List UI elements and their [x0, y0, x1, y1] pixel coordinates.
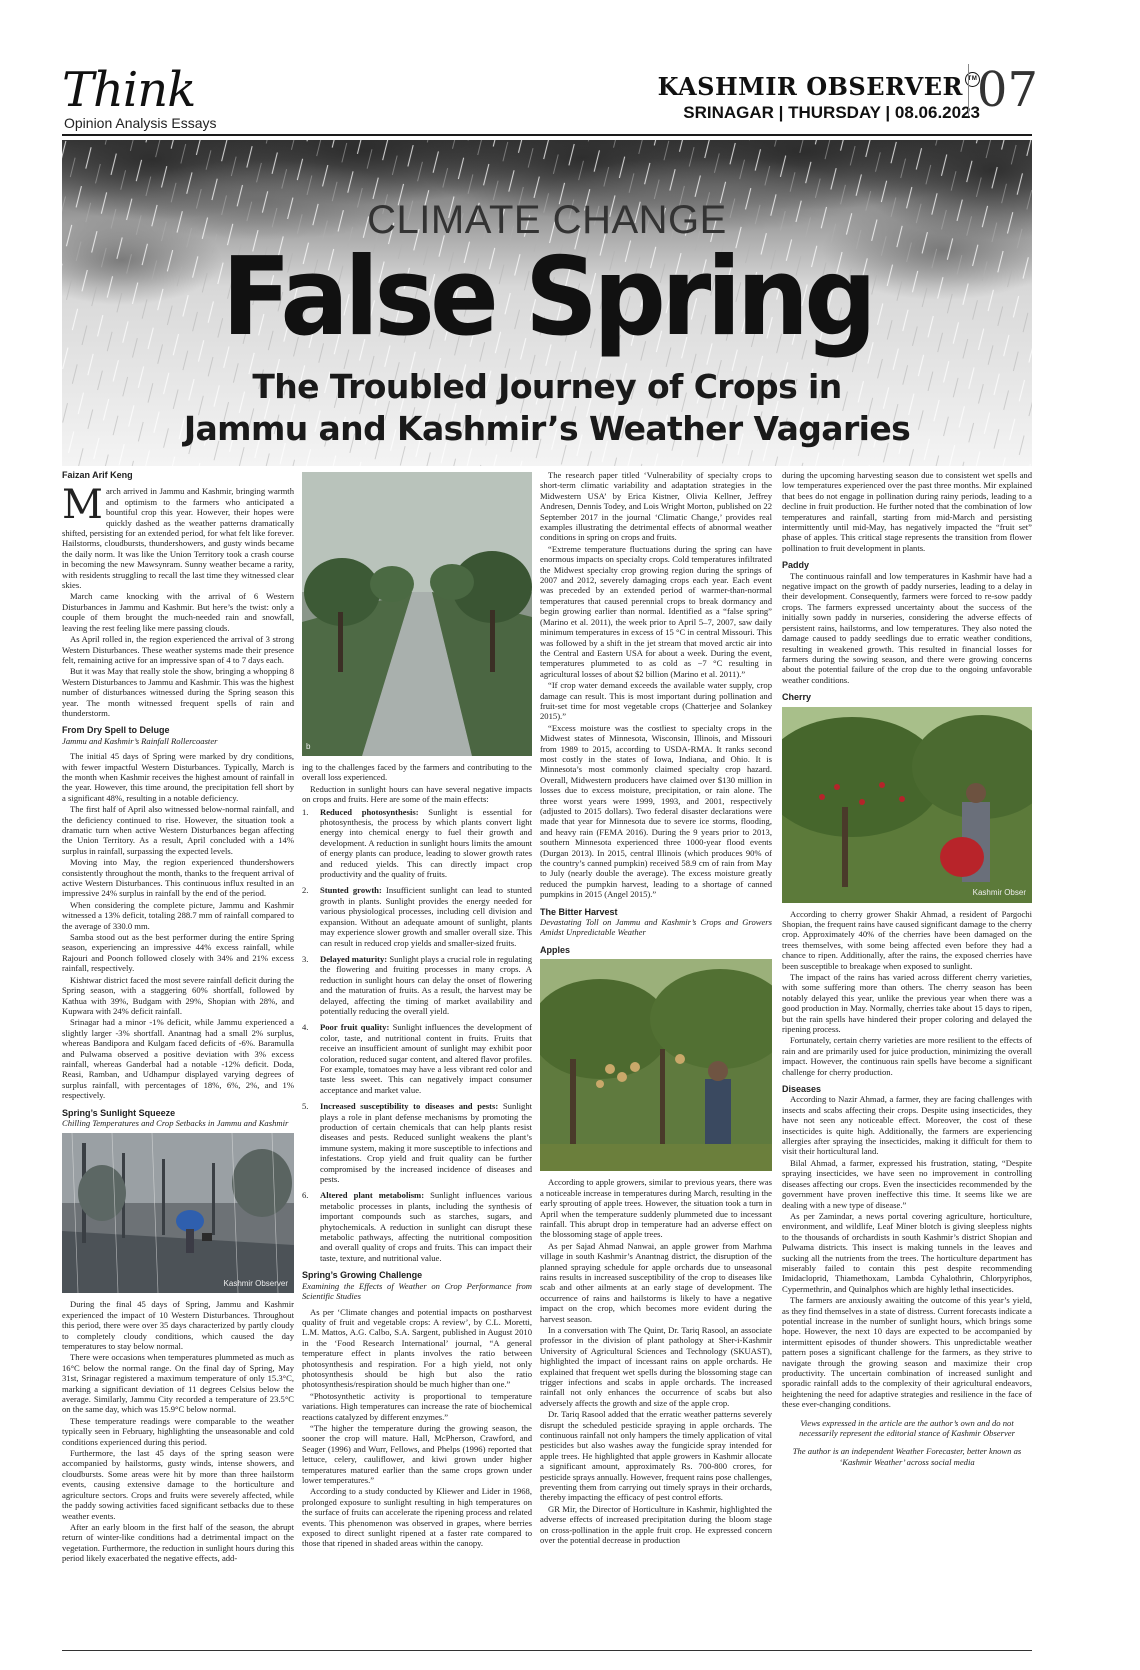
subhead: Cherry	[782, 692, 812, 703]
paragraph: According to cherry grower Shakir Ahmad, a resident of Pargochi Shopian, the frequent rains have caused significant damage to the cherry crop. Approximately 40% of the cherries have been damaged on the trees themselves, with some being affected even before they had a chance to ripen. Additionally, after the rains, the exposed cherries have been susceptible to breakage when exposed to sunlight.	[782, 908, 1032, 971]
masthead-rule	[62, 134, 1032, 136]
subdeck: Devastating Toll on Jammu and Kashmir’s Crops and Growers Amidst Unpredictable Weather	[540, 917, 772, 938]
footer-rule	[62, 1650, 1032, 1651]
subhead: Apples	[540, 944, 571, 955]
subhead: The Bitter Harvest	[540, 906, 618, 917]
rainy-street-photo	[62, 1133, 294, 1293]
lead-paragraph	[62, 482, 294, 591]
apple-orchard-photo	[540, 959, 772, 1171]
paragraph: GR Mir, the Director of Horticulture in Kashmir, highlighted the adverse effects of increased precipitation during the bloom stage on cross-pollination in the apple fruit crop. He expressed concern over the potential decrease in production	[540, 1503, 772, 1546]
newspaper-name-text: KASHMIR OBSERVER	[657, 72, 963, 101]
subdeck: Jammu and Kashmir’s Rainfall Rollercoaster	[62, 735, 218, 746]
column-3	[540, 470, 772, 1644]
list-term: Reduced photosynthesis:	[320, 806, 419, 817]
paragraph: As per Zamindar, a news portal covering agriculture, horticulture, environment, and wildlife, Leaf Miner blotch is giving sleepless nights to the thousands of orchardists in south Kashmir’s district Shopian and Pulwama districts. This insect is making tunnels in the leaves and sucking all the nutrients from the trees. The horticulture department has miserably failed to contain this pest despite recommending Imidacloprid, Thiamethoxam, Lambda Cyhalothrin, Chlorpyriphos, Cypermethrin, and Quinalphos which are highly lethal insecticides.	[782, 1210, 1032, 1294]
paragraph: ing to the challenges faced by the farmers and contributing to the overall loss experienced.	[302, 762, 532, 783]
list-item	[302, 1190, 532, 1263]
paragraph: The farmers are anxiously awaiting the outcome of this year’s yield, as they find themselves in a state of distress. Current forecasts indicate a potential increase in the number of sunlight hours, which brings some hope. However, the next 10 days are expected to be accompanied by intermittent episodes of thunder showers. This unpredictable weather pattern poses a significant challenge for the farmers, as they strive to navigate through the growing season and maximize their crop productivity. The uncertain combination of increased sunlight and sporadic rainfall adds to the complexity of their agricultural endeavors, heightening the need for adaptive strategies and resilience in the face of these ever-changing conditions.	[782, 1295, 1032, 1410]
list-item	[302, 1022, 532, 1095]
list-text: Insufficient sunlight can lead to stunted growth in plants. Sunlight provides the energy needed for various physiological processes, including cell division and expansion. Without an adequate amount of sunlight, plants may experience slower growth and smaller overall size. This can result in reduced crop yields and smaller-sized fruits.	[320, 885, 532, 948]
column-2	[302, 470, 532, 1644]
list-number: 1.	[302, 806, 309, 817]
subhead: From Dry Spell to Deluge	[62, 725, 170, 736]
paragraph: “Extreme temperature fluctuations during the spring can have enormous impacts on specialty crops. Cold temperatures infiltrated the Midwest specialty crop growing region during the springs of 2007 and 2012, severely damaging crops each year. Each event was preceded by an extended period of warmer-than-normal temperatures that caused perennial crops to break dormancy and begin growing earlier than normal. Identified as a “false spring” (Marino et al. 2011), the week prior to April 5–7, 2007, saw daily minimum temperatures in excess of 15 °C in central Missouri. This was followed by a shift in the jet stream that moved arctic air into the Central and Eastern USA for about a week. During the event, temperatures plummeted to as cold as −7 °C resulting in agricultural losses of about $2 billion (Marino et al. 2011).”	[540, 543, 772, 679]
list-item	[302, 1101, 532, 1184]
paragraph: March came knocking with the arrival of 6 Western Disturbances in Jammu and Kashmir. But here’s the twist: only a couple of them brought the much-needed rain and snowfall, leaving the rest feeling like mere passing clouds.	[62, 591, 294, 633]
list-number: 6.	[302, 1190, 309, 1201]
paragraph: “If crop water demand exceeds the available water supply, crop damage can result. This is most important during pollination and fruit-set time for most vegetable crops (Chatterjee and Solankey 2015).”	[540, 680, 772, 722]
paragraph: In a conversation with The Quint, Dr. Tariq Rasool, an associate professor in the division of plant pathology at Sher-i-Kashmir University of Agricultural Sciences and Technology (SKUAST), highlighted the impact of incessant rains on apple orchards. He explained that frequent wet spells during the blossoming stage can trigger infections and scabs in apple orchards. The increased rainfall not only enhances the occurrence of scabs but also adversely affects the growth and size of the apple crop.	[540, 1324, 772, 1408]
trademark-icon: TM	[965, 72, 980, 87]
photo-credit: Kashmir Obser	[972, 888, 1026, 898]
list-text: Sunlight plays a crucial role in regulating the flowering and fruiting processes in many crops. A reduction in sunlight hours can delay the onset of flowering and the maturation of fruits. As a result, the harvest may be delayed, affecting the timing of market availability and potentially reducing the overall yield.	[320, 953, 532, 1016]
hero-banner	[62, 140, 1032, 466]
list-term: Increased susceptibility to diseases and pests:	[320, 1101, 499, 1112]
paragraph: During the final 45 days of Spring, Jammu and Kashmir experienced the impact of 10 Western Disturbances. Throughout this period, there were over 35 days characterized by partly cloudy to completely cloudy conditions, which caused the day temperatures to stay below normal.	[62, 1299, 294, 1351]
list-number: 4.	[302, 1022, 309, 1033]
paragraph: “The higher the temperature during the growing season, the sooner the crop will mature. Hall, McPherson, Crawford, and Seager (1996) and Wurr, Fellows, and Phelps (1996) reported that lettuce, celery, cauliflower, and kiwi grown under higher temperatures matured earlier than the same crops grown under lower temperatures.”	[302, 1422, 532, 1485]
list-text: Sunlight influences the development of color, taste, and nutritional content in fruits. Fruits that receive an insufficient amount of sunlight may exhibit poor coloration, reduced sugar content, and altered flavor profiles. For example, tomatoes may have a less vibrant red color and taste less sweet. This can negatively impact consumer acceptance and market value.	[320, 1022, 532, 1095]
list-number: 2.	[302, 885, 309, 896]
paragraph: After an early bloom in the first half of the season, the abrupt return of winter-like conditions had a detrimental impact on the vegetation. Furthermore, the reduction in sunlight hours during this period likely exacerbated the negative effects, add-	[62, 1521, 294, 1564]
paragraph: The initial 45 days of Spring were marked by dry conditions, with fewer impactful Western Disturbances. Typically, March is the month when Kashmir receives the highest amount of rainfall in the year. However, this time around, the precipitation fell short by a significant 48%, resulting in a notable deficiency.	[62, 751, 294, 803]
list-term: Altered plant metabolism:	[320, 1190, 425, 1201]
column-1	[62, 470, 294, 1644]
list-number: 5.	[302, 1101, 309, 1112]
subhead: Diseases	[782, 1084, 822, 1095]
deck-line-2: Jammu and Kashmir’s Weather Vagaries	[183, 409, 911, 448]
paragraph: Furthermore, the last 45 days of the spring season were accompanied by hailstorms, gusty winds, intense showers, and cloudbursts. Some areas were hit by more than three hailstorm events, causing extensive damage to the horticulture and agriculture sectors. Crops and fruits were severely affected, while the paddy sowing activities faced significant setbacks due to these weather events.	[62, 1448, 294, 1521]
list-text: Sunlight plays a role in plant defense mechanisms by promoting the production of certain chemicals that can help plants resist diseases and pests. Reduced sunlight weakens the plant’s immune system, making it more susceptible to infections and infestations. Crop yield and fruit quality can be further compromised by the increased incidence of diseases and pests.	[320, 1101, 532, 1185]
column-4	[782, 470, 1032, 1644]
list-text: Sunlight is essential for photosynthesis, the process by which plants convert light energy into chemical energy to fuel their growth and development. A reduction in sunlight hours limits the amount of energy plants can produce, leading to slower growth rates and reduced yields. This can directly impact crop productivity and the quality of fruits.	[320, 806, 532, 880]
list-term: Delayed maturity:	[320, 953, 388, 964]
newspaper-name	[658, 72, 980, 101]
paragraph: But it was May that really stole the show, bringing a whopping 8 Western Disturbances to Jammu and Kashmir. This was the highest number of disturbances witnessed during the Spring season this year. The month witnessed frequent spells of rain and thunderstorm.	[62, 666, 294, 718]
paragraph: “Excess moisture was the costliest to specialty crops in the Midwest states of Minnesota, Wisconsin, Illinois, and Missouri from 1989 to 2015, according to USDA-RMA. It ranks second most costly in the states of Iowa, Indiana, and Ohio. It is Minnesota’s most commonly claimed specialty crop hazard. Overall, Midwestern producers have claimed over $130 million in losses due to excess moisture, precipitation, or rain alone. The three worst years were 1999, 1993, and 2001, respectively (adjusted to 2015 dollars). Two federal disaster declarations were made that year for Minnesota due to severe ice storms, flooding, and heavy rain (FEMA 2016). During the 9 years prior to 2013, southern Minnesota experienced three 1000-year flood events (Durgan 2013). In 2015, central Illinois (which produces 90% of the country’s canned pumpkin) received 58.9 cm of rain from May to July (nearly double the average). The excess moisture greatly reduced the pumpkin harvest, leading to a shortage of canned pumpkins in 2015 (Angel 2015).”	[540, 722, 772, 900]
paragraph: These temperature readings were comparable to the weather typically seen in February, highlighting the unseasonable and cold conditions experienced during this period.	[62, 1415, 294, 1447]
paragraph: Bilal Ahmad, a farmer, expressed his frustration, stating, “Despite spraying insecticides, we have seen no improvement in controlling diseases affecting our crops. Even the insecticides recommended by the government have proven ineffective this time. It seems like we are dealing with a new type of disease.”	[782, 1157, 1032, 1210]
paragraph: Srinagar had a minor -1% deficit, while Jammu experienced a slightly larger -3% shortfall. Anantnag had a small 2% surplus, whereas Bandipora and Kulgam faced deficits of -6%. Baramulla and Pulwama observed a positive deviation with 3% excess rainfall, whereas Ganderbal had a notable -12% deficit. Doda, Reasi, Ramban, and Udhampur displayed varying degrees of surplus rainfall, with percentages of 18%, 6%, 2%, and 1% respectively.	[62, 1017, 294, 1101]
effects-list	[302, 807, 532, 1264]
subdeck: Chilling Temperatures and Crop Setbacks in Jammu and Kashmir	[62, 1117, 289, 1128]
paragraph: The first half of April also witnessed below-normal rainfall, and the deficiency continued to rise. However, the situation took a dramatic turn when active Western Disturbances began affecting the Union Territory. As a result, April concluded with a 14% surplus in rainfall, surpassing the expected levels.	[62, 804, 294, 856]
drop-cap: M	[62, 482, 103, 529]
list-number: 3.	[302, 953, 309, 964]
deck-line-1: The Troubled Journey of Crops in	[252, 367, 842, 406]
paragraph: Samba stood out as the best performer during the entire Spring season, experiencing an impressive 44% excess rainfall, while Rajouri and Poonch followed closely with 34% and 21% excess rainfall, respectively.	[62, 932, 294, 974]
list-term: Poor fruit quality:	[320, 1022, 390, 1033]
paragraph: There were occasions when temperatures plummeted as much as 16°C below the normal range. On the final day of Spring, May 31st, Srinagar registered a maximum temperature of only 15.3°C, marking a significant deviation of 11 degrees Celsius below the average. Similarly, Jammu City recorded a temperature of 23.5°C on the same day, which was 15.9°C below normal.	[62, 1352, 294, 1415]
page-number: 07	[968, 64, 1038, 116]
paragraph: According to Nazir Ahmad, a farmer, they are facing challenges with insects and scabs affecting their crops. Despite using insecticides, they have not seen any noticeable effect. Moreover, the cost of these insecticides is quite high. Additionally, the farmers are experiencing allergies after spraying the insecticides, making it difficult for them to visit their horticultural land.	[782, 1094, 1032, 1157]
paragraph: As per ‘Climate changes and potential impacts on postharvest quality of fruit and vegetable crops: A review’, by C.L. Moretti, L.M. Mattos, A.G. Calbo, S.A. Sargent, published in August 2010 in the ‘Food Research International’ journal, “A general temperature effect in plants involves the ratio between photosynthesis and respiration. For a high yield, not only photosynthesis should be high but also the ratio photosynthesis/respiration should be much higher than one.”	[302, 1306, 532, 1390]
paragraph: As April rolled in, the region experienced the arrival of 3 strong Western Disturbances. These weather systems made their presence felt, remaining active for an impressive span of 4 to 7 days each.	[62, 634, 294, 665]
paragraph: “Photosynthetic activity is proportional to temperature variations. High temperatures can increase the rate of biochemical reactions catalyzed by different enzymes.”	[302, 1390, 532, 1422]
paragraph: Kishtwar district faced the most severe rainfall deficit during the Spring season, with a staggering 60% shortfall, followed by Kathua with 39%, Budgam with 29%, Shopian with 28%, and Kupwara with 24% deficit rainfall.	[62, 974, 294, 1016]
paragraph: According to a study conducted by Kliewer and Lider in 1968, prolonged exposure to sunlight resulting in high temperatures on the surface of fruits can accelerate the ripening process and related events. This phenomenon was observed in grapes, where berries exposed to direct sunlight ripened at a faster rate compared to those that ripened in shaded areas within the canopy.	[302, 1486, 532, 1549]
deck	[62, 366, 1032, 450]
masthead	[62, 62, 1038, 131]
newspaper-nameplate	[658, 72, 980, 123]
paragraph: Moving into May, the region experienced thundershowers consistently throughout the month, thanks to the frequent arrival of active Western Disturbances. This continuous influx resulted in an impressive 24% surplus in rainfall by the end of the period.	[62, 857, 294, 899]
section-title: Think	[62, 62, 196, 118]
subhead: Spring’s Sunlight Squeeze	[62, 1107, 176, 1118]
subhead: Paddy	[782, 560, 810, 571]
paragraph: Dr. Tariq Rasool added that the erratic weather patterns severely disrupt the scheduled pesticide spraying in apple orchards. The continuous rainfall not only hampers the timely application of vital pesticides but also washes away the fungicide spray intended for apple trees. He highlighted that apple growers in Kashmir allocate a significant amount, approximately Rs. 700-800 crores, for pesticide sprays annually. However, frequent rains pose challenges, preventing them from carrying out timely sprays in their orchards, thereby impacting the efficacy of pest control efforts.	[540, 1409, 772, 1503]
subdeck: Examining the Effects of Weather on Crop Performance from Scientific Studies	[302, 1280, 532, 1302]
photo-label: b	[306, 741, 311, 751]
list-item	[302, 954, 532, 1016]
section-subtitle: Opinion Analysis Essays	[64, 115, 217, 131]
list-text: Sunlight influences various metabolic processes in plants, including the synthesis of important compounds such as starches, sugars, and phytochemicals. A reduction in sunlight can disrupt these metabolic pathways, affecting the nutritional composition and overall quality of crops and fruits. This can impact their taste, texture, and nutritional value.	[320, 1190, 532, 1263]
cherry-grower-photo	[782, 707, 1032, 903]
kicker: CLIMATE CHANGE	[367, 198, 727, 242]
flooded-orchard-photo	[302, 472, 532, 756]
dateline: SRINAGAR | THURSDAY | 08.06.2023	[683, 103, 980, 122]
headline: False Spring	[221, 235, 873, 360]
paragraph: When considering the complete picture, Jammu and Kashmir witnessed a 13% deficit, totaling 288.7 mm of rainfall compared to the average of 330.0 mm.	[62, 899, 294, 931]
photo-credit: Kashmir Observer	[223, 1278, 288, 1288]
paragraph: As per Sajad Ahmad Nanwai, an apple grower from Marhma village in south Kashmir’s Anantnag district, the disruption of the planned spraying schedule for apple orchards due to unseasonal rains results in increased susceptibility of the crop to diseases like scab and other ailments at an early stage of development. The occurrence of rains and hailstorms is likely to have a negative impact on the crop, which becomes more evident during the harvest season.	[540, 1240, 772, 1324]
disclaimer: Views expressed in the article are the author’s own and do not necessarily represent the editorial stance of Kashmir Observer	[799, 1417, 1015, 1439]
byline: Faizan Arif Keng	[62, 470, 133, 480]
paragraph: during the upcoming harvesting season due to consistent wet spells and low temperatures experienced over the past three months. Mir explained that bees do not engage in pollination during rainy periods, leading to a decline in fruit production. He further noted that the combination of low temperatures and rainfall, starting from mid-March and persisting intermittently until mid-May, has negatively impacted the “fruit set” phase of apples. This critical stage represents the transition from flower pollination to fruit development in plants.	[782, 470, 1032, 553]
list-term: Stunted growth:	[320, 885, 382, 896]
lead-text: arch arrived in Jammu and Kashmir, bringing warmth and optimism to the farmers who anticipated a bountiful crop this year. However, their hopes were quickly dashed as the weather patterns dramatically shifted, persisting for an extended period, for what felt like forever. Hailstorms, cloudbursts, thundershowers, and gusty winds became the daily norm. It was like the Union Territory took a crash course in becoming the new Mawsynram. Sunny weather became a rarity, with residents struggling to recall the last time they witnessed clear skies.	[62, 486, 294, 591]
paragraph: The continuous rainfall and low temperatures in Kashmir have had a negative impact on the growth of paddy nurseries, leading to a delay in their development. Consequently, farmers were forced to re-sow paddy crops. The farmers expressed uncertainty about the success of the initially sown paddy in nurseries, considering the adverse effects of persistent rains, hailstorms, and low temperatures. They also noted the damage caused to paddy seedlings due to erratic weather conditions, resulting in weakened growth. This resulted in financial losses for farmers during the sowing season, and there were growing concerns about the potential failure of the crop due to the ongoing unfavorable weather conditions.	[782, 570, 1032, 685]
paragraph: Reduction in sunlight hours can have several negative impacts on crops and fruits. Here are some of the main effects:	[302, 783, 532, 805]
list-item	[302, 885, 532, 947]
paragraph: The research paper titled ‘Vulnerability of specialty crops to short-term climatic variability and adaptation strategies in the Midwestern USA’ by Erica Kistner, Olivia Kellner, Jeffrey Andresen, Dennis Todey, and Lois Wright Morton, published on 22 September 2017 in the journal ‘Climatic Change,’ provides real examples illustrating the detrimental effects of abnormal weather conditions in spring on crops and fruits.	[540, 470, 772, 543]
author-note: The author is an independent Weather Forecaster, better known as ‘Kashmir Weather’ across social media	[792, 1446, 1022, 1467]
paragraph: Fortunately, certain cherry varieties are more resilient to the effects of rain and are primarily used for juice production, minimizing the overall impact. However, the continuous rain spells have become a significant challenge for cherry production.	[782, 1035, 1032, 1077]
subhead: Spring’s Growing Challenge	[302, 1270, 423, 1281]
list-item	[302, 807, 532, 880]
paragraph: According to apple growers, similar to previous years, there was a noticeable increase in temperatures during March, resulting in the early sprouting of apple trees. However, the situation took a turn in April when the temperature suddenly plummeted due to incessant rainfall. This abrupt drop in temperature had an adverse effect on the blossoming stage of apple trees.	[540, 1177, 772, 1240]
paragraph: The impact of the rains has varied across different cherry varieties, with some suffering more than others. The cherry season has been notably delayed this year, unlike the previous year when there was a good production in May. Normally, cherries take about 15 days to ripen, but the rain spells have hindered their proper coloring and delayed the ripening process.	[782, 971, 1032, 1034]
